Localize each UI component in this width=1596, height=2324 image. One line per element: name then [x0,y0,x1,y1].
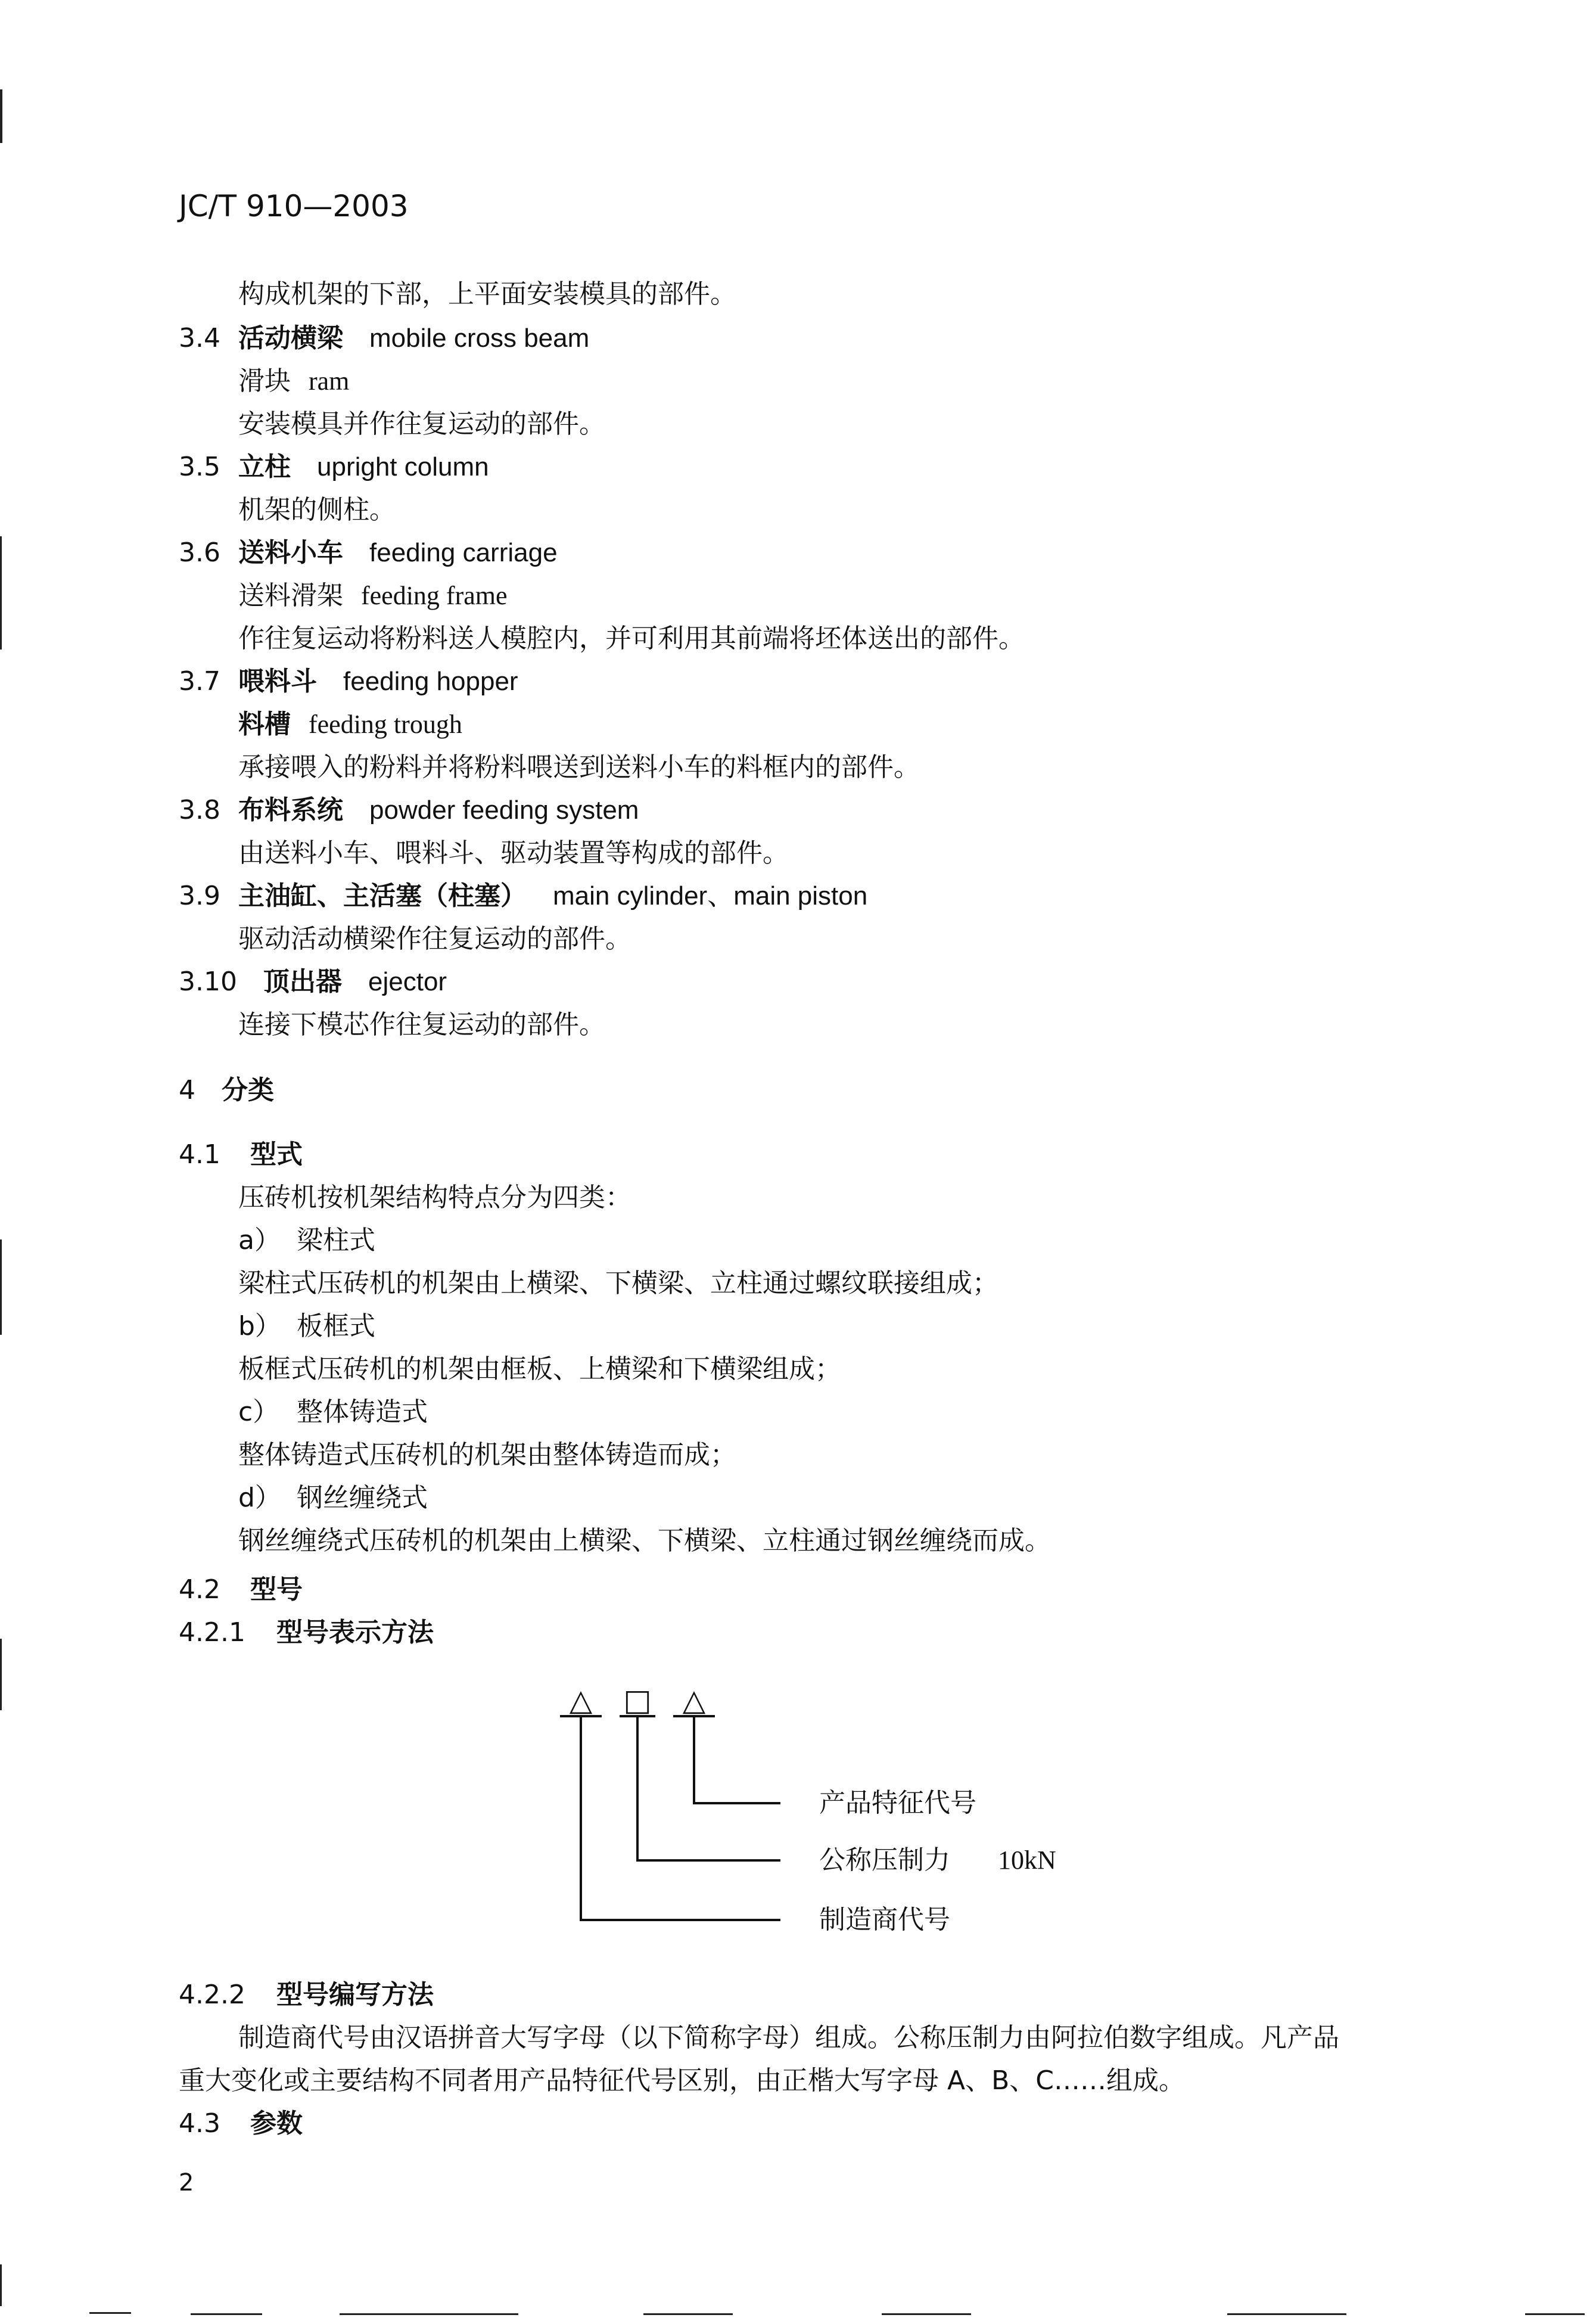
page-number: 2 [179,2169,194,2196]
label-nominal-force: 公称压制力 [819,1845,950,1875]
s4-3-heading [179,2107,303,2140]
s4-2-2-heading [179,1978,434,2012]
section-number: 4 [179,1075,195,1105]
alt-term: 料槽 [238,709,291,740]
scan-edge-mark [191,2313,262,2315]
term: 喂料斗 [238,666,317,697]
s4-heading [179,1074,274,1107]
square-symbol-icon: □ [623,1683,652,1717]
item-name: 梁柱式 [297,1225,375,1256]
scan-edge-mark [340,2313,518,2315]
term-english: upright column [317,452,489,481]
s3-8-heading [179,794,639,827]
s3-5-heading [179,450,489,484]
scan-edge-mark [882,2313,971,2315]
s3-4-alt [238,365,349,398]
s4-2-heading [179,1573,303,1607]
label-manufacturer-code: 制造商代号 [819,1904,950,1935]
standard-code-header: JC/T 910—2003 [179,189,409,223]
type-item-b [238,1310,375,1343]
section-title: 型式 [250,1139,303,1170]
item-label: c） [238,1397,279,1427]
type-item-d-desc: 钢丝缠绕式压砖机的机架由上横梁、下横梁、立柱通过钢丝缠绕而成。 [238,1525,1051,1556]
type-item-c [238,1396,428,1429]
term-english: feeding carriage [369,538,558,567]
section-number: 3.9 [179,881,220,911]
alt-term: 滑块 [238,366,291,396]
item-label: a） [238,1225,281,1256]
s3-6-heading [179,536,558,570]
alt-term: 送料滑架 [238,580,343,611]
scan-edge-mark [643,2313,733,2315]
section-number: 4.2.2 [179,1980,245,2010]
section-number: 3.7 [179,666,220,697]
scan-edge-mark [0,1639,2,1710]
scan-edge-mark [0,1239,2,1335]
s4-2-2-paragraph-line2: 重大变化或主要结构不同者用产品特征代号区别，由正楷大写字母 A、B、C……组成。 [179,2065,1185,2096]
section-number: 4.1 [179,1139,220,1170]
section-number: 3.4 [179,323,220,353]
term-english: ejector [368,967,447,996]
section-number: 4.2 [179,1574,220,1605]
item-label: d） [238,1483,281,1513]
s3-8-definition: 由送料小车、喂料斗、驱动装置等构成的部件。 [238,838,789,868]
section-title: 分类 [222,1075,274,1105]
connector-manufacturer [581,1716,780,1920]
term: 顶出器 [263,967,342,997]
s3-9-definition: 驱动活动横梁作往复运动的部件。 [238,924,631,954]
scan-edge-mark [0,536,2,650]
scan-edge-mark [0,89,2,143]
s4-1-intro: 压砖机按机架结构特点分为四类： [238,1182,631,1213]
s3-7-alt [238,708,462,741]
term: 立柱 [238,452,291,482]
term-english: powder feeding system [369,796,639,825]
term: 活动横梁 [238,323,343,353]
alt-term-english: ram [309,366,350,396]
section-number: 3.10 [179,967,237,997]
scan-edge-mark [1525,2313,1585,2315]
term: 布料系统 [238,795,343,825]
s4-2-1-heading [179,1616,434,1649]
term-english: mobile cross beam [369,324,590,353]
s3-6-definition: 作往复运动将粉料送人模腔内，并可利用其前端将坯体送出的部件。 [238,623,1025,654]
s3-5-definition: 机架的侧柱。 [238,495,396,525]
scan-edge-mark [1227,2313,1346,2315]
s3-10-heading [179,965,447,999]
label-nominal-force-unit: 10kN [998,1845,1056,1875]
item-name: 钢丝缠绕式 [297,1483,428,1513]
type-item-a [238,1224,375,1257]
type-item-c-desc: 整体铸造式压砖机的机架由整体铸造而成； [238,1440,736,1470]
type-item-d [238,1481,428,1515]
s3-10-definition: 连接下模芯作往复运动的部件。 [238,1009,605,1040]
connector-nominal-force [637,1716,780,1860]
section-number: 4.3 [179,2108,220,2139]
s3-7-definition: 承接喂入的粉料并将粉料喂送到送料小车的料框内的部件。 [238,752,920,782]
section-title: 参数 [250,2108,303,2139]
section-title: 型号表示方法 [276,1617,434,1648]
s4-1-heading [179,1138,303,1172]
section-number: 3.8 [179,795,220,825]
item-name: 整体铸造式 [297,1397,428,1427]
section-number: 4.2.1 [179,1617,245,1648]
alt-term-english: feeding frame [361,581,508,610]
alt-term-english: feeding trough [309,710,462,739]
scan-edge-mark [89,2312,131,2314]
section-number: 3.6 [179,537,220,568]
s4-2-2-paragraph-line1: 制造商代号由汉语拼音大写字母（以下简称字母）组成。公称压制力由阿拉伯数字组成。凡产品 [238,2022,1339,2053]
term: 主油缸、主活塞（柱塞） [238,881,527,911]
triangle-symbol-icon: △ [569,1683,593,1717]
section-number: 3.5 [179,452,220,482]
term-english: main cylinder、main piston [553,881,868,911]
type-item-a-desc: 梁柱式压砖机的机架由上横梁、下横梁、立柱通过螺纹联接组成； [238,1268,998,1298]
s3-4-heading [179,322,589,355]
term-english: feeding hopper [343,667,518,696]
scan-edge-mark [0,2264,2,2306]
label-product-feature-code: 产品特征代号 [819,1788,976,1818]
connector-product-feature [694,1716,780,1803]
item-label: b） [238,1311,281,1341]
section-title: 型号 [250,1574,303,1605]
s3-7-heading [179,665,518,698]
s3-6-alt [238,579,508,613]
type-item-b-desc: 板框式压砖机的机架由框板、上横梁和下横梁组成； [238,1354,841,1384]
item-name: 板框式 [297,1311,375,1341]
section-title: 型号编写方法 [276,1980,434,2010]
s3-9-heading [179,880,867,913]
triangle-symbol-icon: △ [682,1683,706,1717]
s3-4-definition: 安装模具并作往复运动的部件。 [238,409,605,439]
s3-3-definition: 构成机架的下部，上平面安装模具的部件。 [238,279,736,309]
term: 送料小车 [238,537,343,568]
